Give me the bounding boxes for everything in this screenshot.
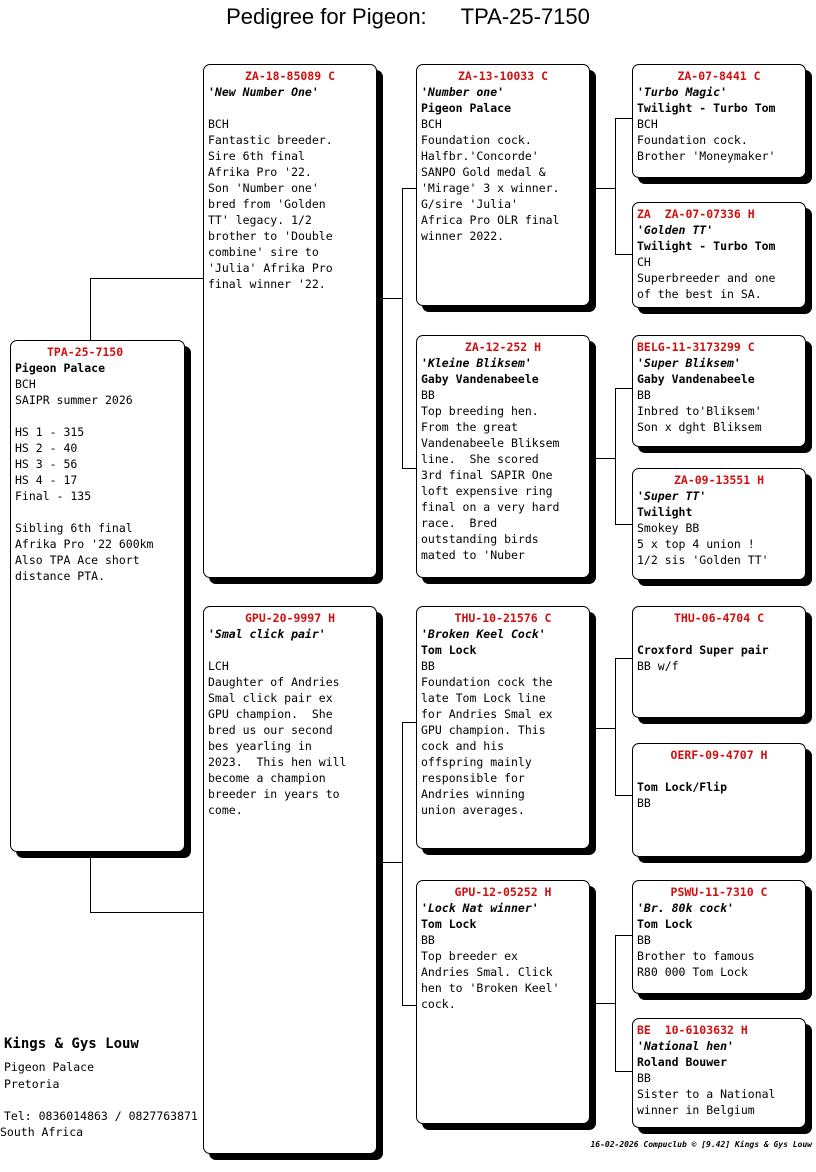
footer-phone: Tel: 0836014863 / 0827763871 xyxy=(4,1109,198,1123)
pigeon-name: 'Broken Keel Cock' xyxy=(421,627,546,641)
title-ring: TPA-25-7150 xyxy=(460,4,590,29)
connector xyxy=(402,722,417,723)
pigeon-notes: BB Inbred to'Bliksem' Son x dght Bliksem xyxy=(637,388,762,434)
connector xyxy=(589,728,615,729)
breeder-name: Kings & Gys Louw xyxy=(4,1036,139,1052)
pigeon-name: 'New Number One' xyxy=(208,85,319,99)
pigeon-card-ddd[interactable] xyxy=(632,1018,806,1128)
pigeon-notes: CH Superbreeder and one of the best in SA. xyxy=(637,255,776,301)
owner-name: Croxford Super pair xyxy=(637,643,769,657)
pigeon-notes: BB Foundation cock the late Tom Lock line for Andries Smal ex GPU champion. This cock and his offspring mainly responsible for Andries winning union averages. xyxy=(421,659,553,817)
connector xyxy=(589,188,615,189)
ring-number: GPU-12-05252 H xyxy=(454,885,552,899)
pigeon-notes: BB Top breeding hen. From the great Vandenabeele Bliksem line. She scored 3rd final SAPIR One loft expensive ring final on a very hard race. Bred outstanding birds mated to 'Nuber xyxy=(421,388,560,562)
owner-name: Roland Bouwer xyxy=(637,1055,728,1069)
owner-name: Tom Lock xyxy=(637,917,693,931)
pigeon-card-dds[interactable] xyxy=(632,880,806,994)
title-prefix: Pedigree for Pigeon: xyxy=(226,4,427,29)
pigeon-notes: BCH Foundation cock. Brother 'Moneymaker' xyxy=(637,117,776,163)
pigeon-card-sss[interactable] xyxy=(632,64,806,178)
pigeon-notes: LCH Daughter of Andries Smal click pair ex GPU champion. She bred us our second bes yearling in 2023. This hen will become a champion breeder in years to come. xyxy=(208,659,347,817)
pigeon-notes: Smokey BB 5 x top 4 union ! 1/2 sis 'Golden TT' xyxy=(637,521,769,567)
pigeon-name: 'Smal click pair' xyxy=(208,627,326,641)
connector xyxy=(90,278,91,340)
connector xyxy=(90,912,204,913)
pigeon-notes: BB w/f xyxy=(637,659,679,673)
ring-number: PSWU-11-7310 C xyxy=(670,885,768,899)
footer-loft: Pigeon Palace xyxy=(4,1060,95,1074)
pigeon-name: 'National hen' xyxy=(637,1039,734,1053)
pigeon-name: 'Turbo Magic' xyxy=(637,85,728,99)
connector xyxy=(615,388,633,389)
pigeon-notes: BB Brother to famous R80 000 Tom Lock xyxy=(637,933,755,979)
pigeon-card-dam-dam[interactable] xyxy=(416,880,590,1124)
owner-name: Tom Lock/Flip xyxy=(637,780,728,794)
owner-name: Gaby Vandenabeele xyxy=(421,372,539,386)
ring-number: TPA-25-7150 xyxy=(47,345,124,359)
ring-number: ZA-09-13551 H xyxy=(673,473,764,487)
pigeon-notes: BCH Foundation cock. Halfbr.'Concorde' SANPO Gold medal & 'Mirage' 3 x winner. G/sire 'Julia' Africa Pro OLR final winner 2022. xyxy=(421,117,560,243)
pigeon-name: 'Super Bliksem' xyxy=(637,356,741,370)
print-stamp: 16-02-2026 Compuclub © [9.42] Kings & Gys Louw xyxy=(590,1140,812,1149)
pigeon-name: 'Super TT' xyxy=(637,489,707,503)
ring-number: BE 10-6103632 H xyxy=(637,1023,748,1037)
connector xyxy=(615,524,633,525)
pigeon-notes: BCH SAIPR summer 2026 HS 1 - 315 HS 2 - 40 HS 3 - 56 HS 4 - 17 Final - 135 Sibling 6th final Afrika Pro '22 600km Also TPA Ace short distance PTA. xyxy=(15,377,154,583)
connector xyxy=(90,850,91,912)
pigeon-card-sire-dam[interactable] xyxy=(416,335,590,578)
owner-name: Pigeon Palace xyxy=(421,101,512,115)
connector xyxy=(615,795,633,796)
pigeon-card-dam-sire[interactable] xyxy=(416,606,590,849)
pigeon-notes: BB Sister to a National winner in Belgium xyxy=(637,1071,776,1117)
connector xyxy=(376,298,402,299)
pigeon-name: 'Br. 80k cock' xyxy=(637,901,734,915)
pigeon-card-ssd[interactable] xyxy=(632,202,806,308)
connector xyxy=(402,188,403,468)
owner-name: Pigeon Palace xyxy=(15,361,106,375)
ring-number: ZA-13-10033 C xyxy=(457,69,548,83)
owner-name: Tom Lock xyxy=(421,917,477,931)
pigeon-card-subject[interactable] xyxy=(10,340,185,852)
pigeon-notes: BB xyxy=(637,796,651,810)
ring-number: ZA ZA-07-07336 H xyxy=(637,207,755,221)
footer-country: South Africa xyxy=(0,1125,84,1139)
ring-number: BELG-11-3173299 C xyxy=(637,340,755,354)
pigeon-name xyxy=(637,626,801,642)
pigeon-notes: BCH Fantastic breeder. Sire 6th final Afrika Pro '22. Son 'Number one' bred from 'Golden TT' legacy. 1/2 brother to 'Double combine' sire to 'Julia' Afrika Pro final winner '22. xyxy=(208,117,333,291)
connector xyxy=(615,935,616,1071)
pigeon-name: 'Kleine Bliksem' xyxy=(421,356,532,370)
footer-city: Pretoria xyxy=(4,1077,60,1091)
connector xyxy=(589,458,615,459)
ring-number: OERF-09-4707 H xyxy=(670,748,768,762)
owner-name: Twilight - Turbo Tom xyxy=(637,239,776,253)
owner-name: Twilight xyxy=(637,505,693,519)
connector xyxy=(402,188,417,189)
pigeon-name: 'Number one' xyxy=(421,85,505,99)
page-title xyxy=(0,4,816,30)
owner-name: Tom Lock xyxy=(421,643,477,657)
owner-name: Twilight - Turbo Tom xyxy=(637,101,776,115)
pigeon-card-dss[interactable] xyxy=(632,606,806,718)
pigeon-card-sdd[interactable] xyxy=(632,468,806,580)
ring-number: THU-10-21576 C xyxy=(454,611,552,625)
owner-name: Gaby Vandenabeele xyxy=(637,372,755,386)
connector xyxy=(615,254,633,255)
pigeon-name: 'Lock Nat winner' xyxy=(421,901,539,915)
connector xyxy=(402,1005,417,1006)
connector xyxy=(90,278,204,279)
connector xyxy=(589,1003,615,1004)
connector xyxy=(615,658,633,659)
connector xyxy=(615,388,616,524)
ring-number: ZA-07-8441 C xyxy=(677,69,761,83)
pigeon-card-sire-sire[interactable] xyxy=(416,64,590,306)
pigeon-notes: BB Top breeder ex Andries Smal. Click hen to 'Broken Keel' cock. xyxy=(421,933,560,1011)
connector xyxy=(402,468,417,469)
connector xyxy=(615,1071,633,1072)
connector xyxy=(402,722,403,1005)
ring-number: GPU-20-9997 H xyxy=(244,611,335,625)
pigeon-card-sire[interactable] xyxy=(203,64,377,578)
ring-number: ZA-12-252 H xyxy=(464,340,542,354)
connector xyxy=(615,935,633,936)
connector xyxy=(376,862,402,863)
pigeon-card-dsd[interactable] xyxy=(632,743,806,857)
pigeon-card-sds[interactable] xyxy=(632,335,806,447)
pigeon-card-dam[interactable] xyxy=(203,606,377,1154)
pigeon-name xyxy=(637,763,801,779)
pigeon-name: 'Golden TT' xyxy=(637,223,714,237)
connector xyxy=(615,118,633,119)
ring-number: THU-06-4704 C xyxy=(673,611,764,625)
ring-number: ZA-18-85089 C xyxy=(244,69,335,83)
connector xyxy=(615,658,616,795)
connector xyxy=(615,118,616,254)
